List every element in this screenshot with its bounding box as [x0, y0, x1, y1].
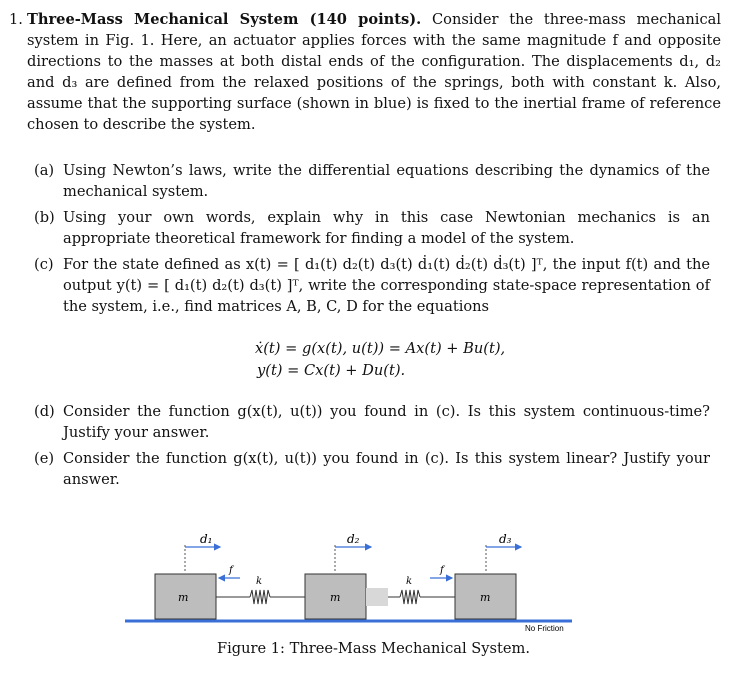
d2-label: d₂ [347, 532, 360, 546]
problem-heading: Three-Mass Mechanical System (140 points). [27, 11, 422, 28]
part-label: (c) [34, 256, 54, 273]
problem-statement [9, 9, 721, 135]
force-left-label: f [229, 565, 233, 576]
part-label: (d) [34, 403, 55, 420]
part-a [34, 160, 710, 202]
part-text: For the state defined as x(t) = [ d₁(t) d₂(t) d₃(t) ḋ₁(t) ḋ₂(t) ḋ₃(t) ]ᵀ, the input f(t) and the output y(t) = [ d₁(t) d₂(t) d₃(t) ]ᵀ, write the corresponding state-space representation of the system, i.e., find matrices A, B, C, D for the equations [63, 256, 710, 315]
part-text: Consider the function g(x(t), u(t)) you found in (c). Is this system linear? Justify your answer. [63, 450, 710, 488]
actuator-block [366, 588, 388, 606]
part-label: (b) [34, 209, 55, 226]
mass-2-label: m [330, 591, 341, 604]
spring-1-coil [250, 590, 270, 604]
part-text: Using Newton’s laws, write the differential equations describing the dynamics of the mechanical system. [63, 162, 710, 200]
d1-label: d₁ [200, 532, 213, 546]
part-b [34, 207, 710, 249]
part-text: Using your own words, explain why in this case Newtonian mechanics is an appropriate theoretical framework for finding a model of the system. [63, 209, 710, 247]
parts-list-bottom [34, 401, 710, 495]
mass-3-label: m [480, 591, 491, 604]
problem-number: 1. [9, 11, 23, 28]
no-friction-label: No Friction [525, 624, 564, 633]
force-right-label: f [440, 565, 444, 576]
state-space-equations [255, 338, 505, 382]
part-label: (e) [34, 450, 55, 467]
d3-label: d₃ [499, 532, 512, 546]
equation-output: y(t) = Cx(t) + Du(t). [257, 362, 406, 379]
part-e [34, 448, 710, 490]
mass-1-label: m [178, 591, 189, 604]
part-d [34, 401, 710, 443]
problem-paragraph: Consider the three-mass mechanical system in Fig. 1. Here, an actuator applies forces with the same magnitude f and opposite directions to the masses at both distal ends of the configuration. The displacements d₁, d₂ and d₃ are defined from the relaxed positions of the springs, both with constant k. Also, assume that the supporting surface (shown in blue) is fixed to the inertial frame of reference chosen to describe the system. [27, 11, 721, 133]
spring-2-label: k [406, 576, 413, 587]
spring-1-label: k [256, 576, 263, 587]
part-c [34, 254, 710, 317]
spring-2-coil [400, 590, 420, 604]
part-label: (a) [34, 162, 55, 179]
parts-list-top [34, 160, 710, 322]
part-text: Consider the function g(x(t), u(t)) you found in (c). Is this system continuous-time? Justify your answer. [63, 403, 710, 441]
equation-state: ẋ(t) = g(x(t), u(t)) = Ax(t) + Bu(t), [255, 340, 506, 357]
figure-caption: Figure 1: Three-Mass Mechanical System. [216, 640, 530, 657]
